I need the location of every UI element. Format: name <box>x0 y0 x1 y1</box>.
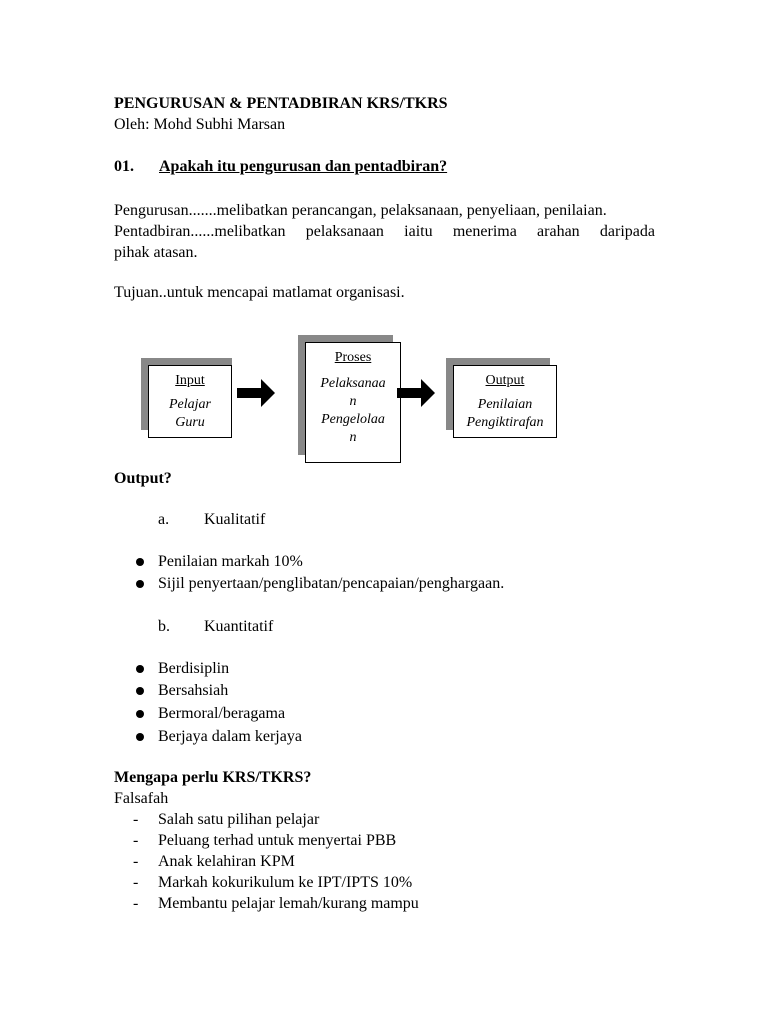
proses-heading: Proses <box>334 350 372 365</box>
proses-line1: Pelaksanaa <box>320 376 386 391</box>
output-heading-text: Output? <box>114 470 172 487</box>
kualitatif-title: Kualitatif <box>204 511 266 528</box>
list-item: Bermoral/beragama <box>158 705 286 722</box>
question-number: 01. <box>114 158 134 175</box>
list-item: Peluang terhad untuk menyertai PBB <box>158 832 397 849</box>
output-box <box>453 365 557 438</box>
dash-marker: - <box>133 811 139 828</box>
list-item: Bersahsiah <box>158 682 229 699</box>
bullet-icon <box>136 665 144 673</box>
bullet-icon <box>136 733 144 741</box>
label-b: b. <box>158 618 170 635</box>
list-item: Penilaian markah 10% <box>158 553 303 570</box>
list-item: Salah satu pilihan pelajar <box>158 811 320 828</box>
output-line1: Penilaian <box>477 397 533 412</box>
bullet-icon <box>136 558 144 566</box>
question-title: Apakah itu pengurusan dan pentadbiran? <box>159 158 448 175</box>
kuantitatif-title: Kuantitatif <box>204 618 274 635</box>
why-heading: Mengapa perlu KRS/TKRS? <box>114 769 312 786</box>
document-title: PENGURUSAN & PENTADBIRAN KRS/TKRS <box>114 95 448 112</box>
definitions-paragraph <box>114 200 655 263</box>
list-item: Membantu pelajar lemah/kurang mampu <box>158 895 419 912</box>
arrow-right-icon <box>237 379 277 407</box>
dash-marker: - <box>133 895 139 912</box>
bullet-icon <box>136 710 144 718</box>
dash-marker: - <box>133 832 139 849</box>
list-item: Markah kokurikulum ke IPT/IPTS 10% <box>158 874 413 891</box>
output-line2: Pengiktirafan <box>466 415 544 430</box>
author-line: Oleh: Mohd Subhi Marsan <box>114 116 286 133</box>
bullet-icon <box>136 580 144 588</box>
label-a: a. <box>158 511 170 528</box>
proses-line4: n <box>349 430 357 445</box>
purpose-text: Tujuan..untuk mencapai matlamat organisasi. <box>114 284 405 301</box>
falsafah-subheading: Falsafah <box>114 790 169 807</box>
list-item: Berjaya dalam kerjaya <box>158 728 302 745</box>
output-heading: Output <box>485 373 525 388</box>
list-item: Sijil penyertaan/penglibatan/pencapaian/penghargaan. <box>158 575 505 592</box>
input-heading: Input <box>175 373 205 388</box>
bullet-icon <box>136 687 144 695</box>
proses-line2: n <box>349 394 357 409</box>
dash-marker: - <box>133 874 139 891</box>
input-line2: Guru <box>175 415 205 430</box>
definition-pengurusan: Pengurusan.......melibatkan perancangan, pelaksanaan, penyeliaan, penilaian. <box>114 202 607 219</box>
arrow-right-icon <box>397 379 437 407</box>
proses-line3: Pengelolaa <box>321 412 385 427</box>
definition-pentadbiran: Pentadbiran......melibatkan pelaksanaan iaitu menerima arahan daripada <box>114 223 655 240</box>
input-line1: Pelajar <box>169 397 211 412</box>
proses-box <box>305 342 401 463</box>
list-item: Anak kelahiran KPM <box>158 853 295 870</box>
definition-pentadbiran-cont: pihak atasan. <box>114 244 198 261</box>
input-box <box>148 365 232 438</box>
dash-marker: - <box>133 853 139 870</box>
list-item: Berdisiplin <box>158 660 230 677</box>
